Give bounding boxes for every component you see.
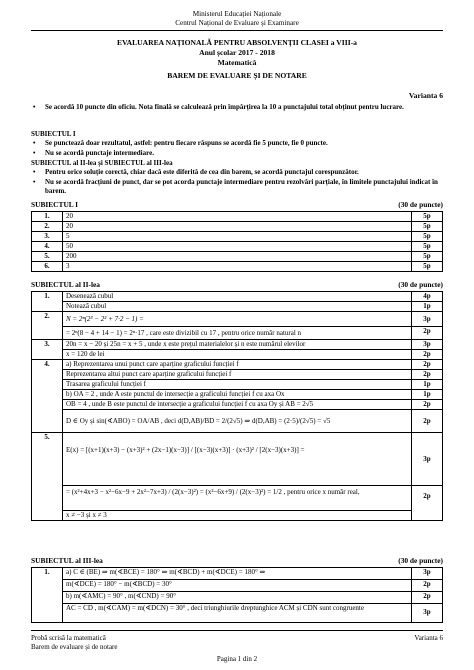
table-row (32, 390, 443, 400)
answer-cell: 50 (63, 242, 412, 252)
subject-3-points: (30 de puncte) (398, 556, 443, 565)
table-row (32, 604, 443, 623)
table-row (32, 242, 443, 252)
footer-variant: Varianta 6 (414, 634, 443, 642)
page-number: Pagina 1 din 2 (216, 655, 258, 663)
table-row (32, 292, 443, 302)
points-cell: 2p (412, 580, 443, 592)
table-row (32, 252, 443, 262)
points-cell: 1p (412, 380, 443, 390)
answer-cell: OB = 4 , unde B este punctul de intersecție a graficului funcției f cu axa Oy și AB = 2√5 (63, 400, 412, 410)
points-cell: 3p (412, 340, 443, 350)
points-cell: 4p (412, 292, 443, 302)
answer-cell: D ∈ Oy și sin(∢ABO) = OA/AB , deci d(D,AB)/BD = 2/(2√5) ⇒ d(D,AB) = (2·5)/(2√5) = √5 (63, 410, 412, 433)
answer-cell: 3 (63, 262, 412, 272)
footer-divider (31, 630, 443, 631)
points-cell: 1p (412, 302, 443, 312)
answer-cell: a) Reprezentarea unui punct care aparține graficului funcției f (63, 360, 412, 370)
ministry-header: Ministerul Educației Naționale (192, 10, 282, 18)
table-row (32, 212, 443, 222)
points-cell: 5p (412, 232, 443, 242)
rules-subject-1-bullet-2: • Nu se acordă punctaje intermediare. (31, 149, 443, 158)
points-cell: 5p (412, 212, 443, 222)
points-cell: 3p (412, 312, 443, 327)
center-header: Centrul Național de Evaluare și Examinare (175, 19, 299, 27)
points-cell: 3p (412, 568, 443, 580)
table-row (32, 302, 443, 312)
subject-1-table (31, 211, 443, 272)
question-number: 3. (32, 232, 63, 242)
footer-barem: Barem de evaluare și de notare (31, 643, 118, 651)
table-row (32, 568, 443, 580)
header-divider (31, 30, 443, 31)
table-row (32, 400, 443, 410)
points-cell: 2p (412, 350, 443, 360)
question-number: 4. (32, 242, 63, 252)
points-cell: 5p (412, 222, 443, 232)
rules-subject-1-bullet-1: • Se punctează doar rezultatul, astfel: pentru fiecare răspuns se acordă fie 5 puncte, fie 0 puncte. (31, 139, 443, 148)
points-cell: 2p (412, 592, 443, 604)
question-number: 5. (32, 433, 63, 521)
points-cell: 3p (412, 604, 443, 623)
question-number: 3. (32, 340, 63, 360)
table-row (32, 232, 443, 242)
table-row (32, 380, 443, 390)
table-row (32, 410, 443, 433)
answer-cell: m(∢DCE) = 180° − m(∢BCD) = 30° (63, 580, 412, 592)
question-number: 1. (32, 212, 63, 222)
title-line-1: EVALUAREA NAȚIONALĂ PENTRU ABSOLVENȚII CLASEI a VIII-a (117, 38, 357, 47)
question-number: 2. (32, 312, 63, 340)
question-number: 1. (32, 292, 63, 312)
answer-cell: 20n = x − 20 și 25n = x + 5 , unde x este prețul materialelor și n este numărul elevilor (63, 340, 412, 350)
answer-cell: b) m(∢AMC) = 90° , m(∢CND) = 90° (63, 592, 412, 604)
table-row (32, 360, 443, 370)
answer-cell: = (x²+4x+3 − x²−6x−9 + 2x²−7x+3) / (2(x−3)²) = (x²−6x+9) / (2(x−3)²) = 1/2 , pentru orice x număr real, (63, 486, 412, 511)
table-row (32, 327, 443, 340)
table-row (32, 511, 443, 521)
question-number: 2. (32, 222, 63, 232)
question-number: 4. (32, 360, 63, 433)
answer-cell: AC = CD , m(∢CAM) = m(∢DCN) = 30° , deci triunghiurile dreptunghice ACM și CDN sunt congruente (63, 604, 412, 623)
answer-cell: N = 2ⁿ(2³ − 2² + 7·2 − 1) = (63, 312, 412, 327)
table-row (32, 262, 443, 272)
table-row (32, 433, 443, 486)
subject-1-heading (31, 200, 443, 209)
points-cell: 5p (412, 262, 443, 272)
answer-cell: 200 (63, 252, 412, 262)
answer-cell: Reprezentarea altui punct care aparține graficului funcției f (63, 370, 412, 380)
points-cell: 2p (412, 410, 443, 433)
subject-2-table (31, 291, 443, 521)
subject-3-heading (31, 556, 443, 565)
answer-cell: b) OA = 2 , unde A este punctul de intersecție a graficului funcției f cu axa Ox (63, 390, 412, 400)
points-cell: 2p (412, 327, 443, 340)
rules-subject-2-3-bullet-1: • Pentru orice soluție corectă, chiar dacă este diferită de cea din barem, se acordă punctajul corespunzător. (31, 168, 443, 177)
footer-subject: Probă scrisă la matematică (31, 634, 106, 642)
points-cell: 3p (412, 433, 443, 486)
table-row (32, 222, 443, 232)
answer-cell: x = 120 de lei (63, 350, 412, 360)
points-cell: 2p (412, 360, 443, 370)
points-cell: 2p (412, 370, 443, 380)
answer-cell: 5 (63, 232, 412, 242)
answer-cell: 20 (63, 212, 412, 222)
rules-subject-2-3-bullet-2: • Nu se acordă fracțiuni de punct, dar se pot acorda punctaje intermediare pentru rezolvări parțiale, în limitele punctajului indicat în barem. (31, 178, 443, 195)
table-row (32, 370, 443, 380)
subject-1-title: SUBIECTUL I (31, 200, 79, 209)
points-cell: 2p (412, 486, 443, 521)
answer-cell: = 2ⁿ(8 − 4 + 14 − 1) = 2ⁿ·17 , care este divizibil cu 17 , pentru orice număr natural n (63, 327, 412, 340)
points-cell: 5p (412, 242, 443, 252)
table-row (32, 592, 443, 604)
answer-cell: 20 (63, 222, 412, 232)
table-row (32, 350, 443, 360)
subject-2-points: (30 de puncte) (398, 280, 443, 289)
title-line-4: BAREM DE EVALUARE ȘI DE NOTARE (167, 71, 307, 80)
subject-2-title: SUBIECTUL al II-lea (31, 280, 100, 289)
table-row (32, 312, 443, 327)
question-number: 1. (32, 568, 63, 623)
subject-3-table (31, 567, 443, 623)
answer-cell: x ≠ −3 și x ≠ 3 (63, 511, 412, 521)
variant-label: Varianta 6 (408, 91, 443, 100)
subject-1-points: (30 de puncte) (398, 200, 443, 209)
title-line-3: Matematică (217, 58, 257, 67)
answer-cell: a) C ∈ (BE) ⇒ m(∢BCE) = 180° ⇒ m(∢BCD) + m(∢DCE) = 180° ⇒ (63, 568, 412, 580)
table-row (32, 340, 443, 350)
title-line-2: Anul școlar 2017 - 2018 (199, 48, 275, 57)
answer-cell: Desenează cubul (63, 292, 412, 302)
rules-subject-1-heading: SUBIECTUL I (31, 130, 76, 138)
answer-cell: E(x) = [(x+1)(x+3) − (x+3)² + (2x−1)(x−3)] / [(x−3)(x+3)] · (x+3)² / [2(x−3)(x+3)] = (63, 433, 412, 486)
points-cell: 1p (412, 390, 443, 400)
points-cell: 5p (412, 252, 443, 262)
question-number: 5. (32, 252, 63, 262)
answer-cell: Notează cubul (63, 302, 412, 312)
answer-cell: Trasarea graficului funcției f (63, 380, 412, 390)
table-row (32, 580, 443, 592)
question-number: 6. (32, 262, 63, 272)
subject-2-heading (31, 280, 443, 289)
subject-3-title: SUBIECTUL al III-lea (31, 556, 103, 565)
points-cell: 2p (412, 400, 443, 410)
rules-subject-2-3-heading: SUBIECTUL al II-lea și SUBIECTUL al III-lea (31, 159, 173, 167)
general-rule: • Se acordă 10 puncte din oficiu. Nota finală se calculează prin împărțirea la 10 a punctajului total obținut pentru lucrare. (31, 103, 443, 112)
table-row (32, 486, 443, 511)
